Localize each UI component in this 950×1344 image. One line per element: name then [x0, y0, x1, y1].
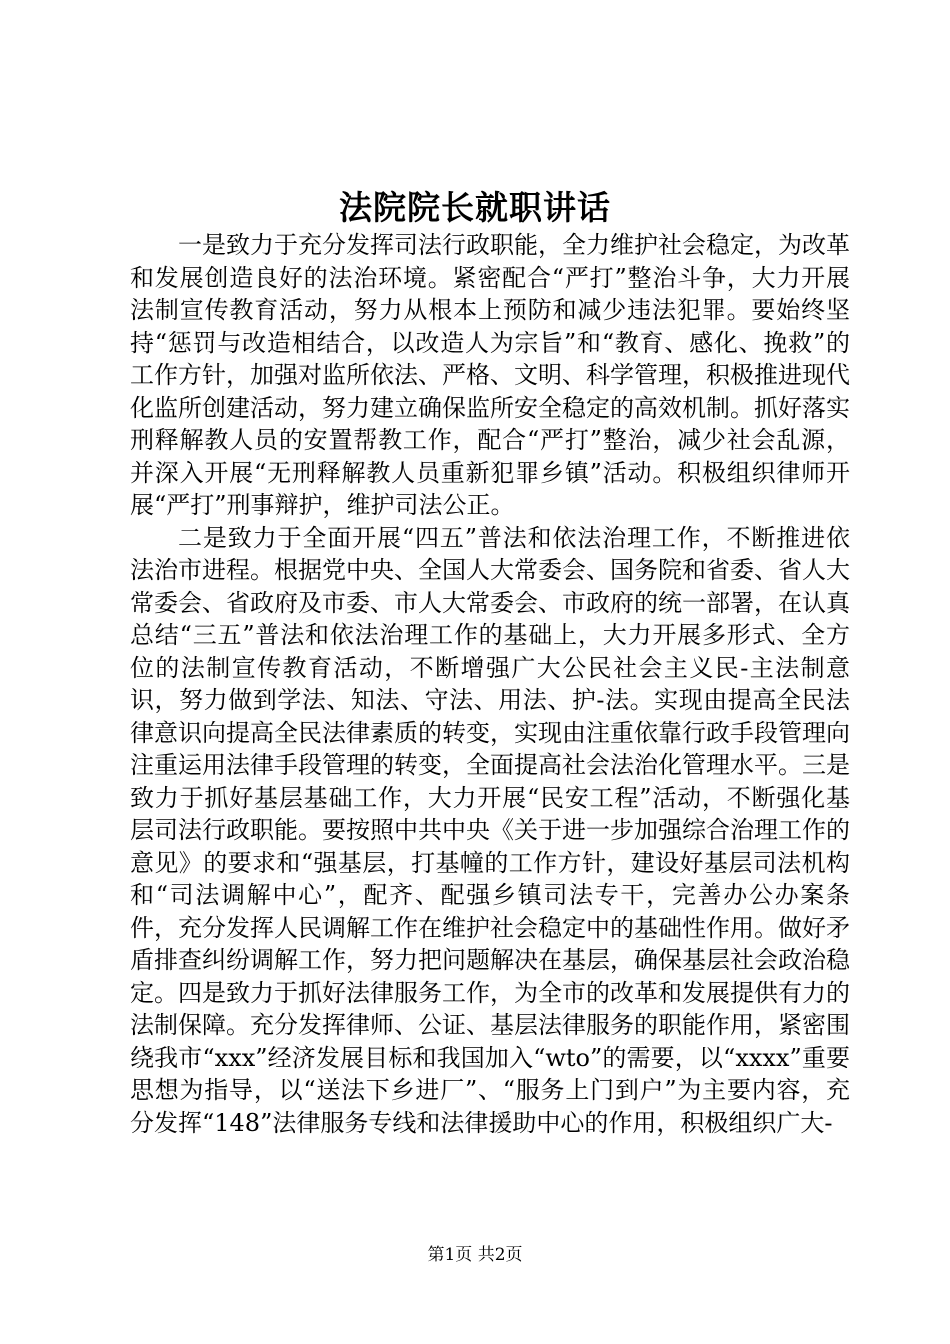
page-number-footer: 第1页 共2页	[427, 1245, 523, 1265]
document-body	[130, 229, 850, 1139]
body-paragraph-2: 二是致力于全面开展“四五”普法和依法治理工作，不断推进依法治市进程。根据党中央、全国人大常委会、国务院和省委、省人大常委会、省政府及市委、市人大常委会、市政府的统一部署，在认真总结“三五”普法和依法治理工作的基础上，大力开展多形式、全方位的法制宣传教育活动，不断增强广大公民社会主义民-主法制意识，努力做到学法、知法、守法、用法、护-法。实现由提高全民法律意识向提高全民法律素质的转变，实现由注重依靠行政手段管理向注重运用法律手段管理的转变，全面提高社会法治化管理水平。三是致力于抓好基层基础工作，大力开展“民安工程”活动，不断强化基层司法行政职能。要按照中共中央《关于进一步加强综合治理工作的意见》的要求和“强基层，打基幢的工作方针，建设好基层司法机构和“司法调解中心”，配齐、配强乡镇司法专干，完善办公办案条件，充分发挥人民调解工作在维护社会稳定中的基础性作用。做好矛盾排查纠纷调解工作，努力把问题解决在基层，确保基层社会政治稳定。四是致力于抓好法律服务工作，为全市的改革和发展提供有力的法制保障。充分发挥律师、公证、基层法律服务的职能作用，紧密围绕我市“xxx”经济发展目标和我国加入“wto”的需要，以“xxxx”重要思想为指导，以“送法下乡进厂”、“服务上门到户”为主要内容，充分发挥“148”法律服务专线和法律援助中心的作用，积极组织广大-	[130, 523, 850, 1137]
body-paragraph-1: 一是致力于充分发挥司法行政职能，全力维护社会稳定，为改革和发展创造良好的法治环境。紧密配合“严打”整治斗争，大力开展法制宣传教育活动，努力从根本上预防和减少违法犯罪。要始终坚持“惩罚与改造相结合，以改造人为宗旨”和“教育、感化、挽救”的工作方针，加强对监所依法、严格、文明、科学管理，积极推进现代化监所创建活动，努力建立确保监所安全稳定的高效机制。抓好落实刑释解教人员的安置帮教工作，配合“严打”整治，减少社会乱源，并深入开展“无刑释解教人员重新犯罪乡镇”活动。积极组织律师开展“严打”刑事辩护，维护司法公正。	[130, 231, 850, 519]
document-title: 法院院长就职讲话	[339, 188, 611, 227]
